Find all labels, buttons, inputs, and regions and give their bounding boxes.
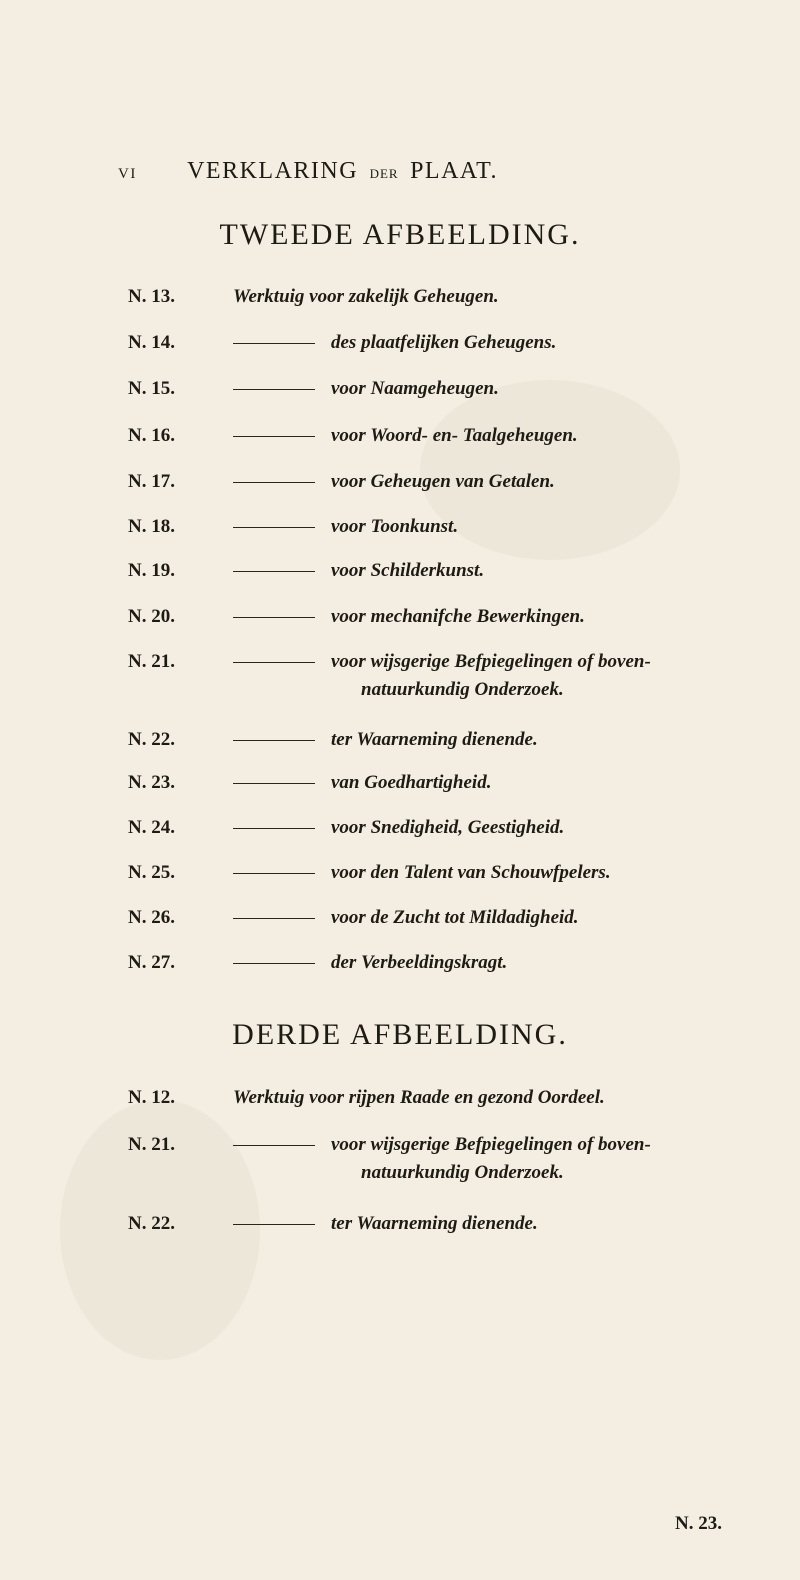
ditto-dash (233, 571, 315, 572)
list-item (128, 859, 788, 887)
entry-text: van Goedhartigheid. (331, 772, 492, 793)
entry-number: N. 21. (128, 1134, 175, 1155)
entry-number: N. 23. (128, 772, 175, 793)
entry-number: N. 17. (128, 471, 175, 492)
section-title-derde: DERDE AFBEELDING. (232, 1018, 568, 1051)
ditto-dash (233, 343, 315, 344)
page-number: VI (118, 166, 137, 182)
list-item (128, 513, 788, 541)
entry-text: voor Naamgeheugen. (331, 378, 499, 399)
entry-number: N. 14. (128, 332, 175, 353)
running-title-article: DER (369, 166, 399, 181)
entry-text: ter Waarneming dienende. (331, 729, 538, 750)
list-item (128, 1210, 788, 1238)
list-item (128, 1131, 788, 1187)
entry-number: N. 22. (128, 1213, 175, 1234)
ditto-dash (233, 1145, 315, 1146)
ditto-dash (233, 783, 315, 784)
list-item (128, 949, 788, 977)
ditto-dash (233, 828, 315, 829)
ditto-dash (233, 436, 315, 437)
entry-text: voor Snedigheid, Geestigheid. (331, 817, 565, 838)
entry-number: N. 25. (128, 862, 175, 883)
list-item (128, 557, 788, 585)
list-item (128, 329, 788, 357)
list-item (128, 375, 788, 403)
list-item (128, 603, 788, 631)
entry-text: voor wijsgerige Befpiegelingen of boven- (331, 1134, 651, 1155)
entry-text: ter Waarneming dienende. (331, 1213, 538, 1234)
section-title-tweede: TWEEDE AFBEELDING. (219, 218, 581, 251)
list-item (128, 1084, 788, 1112)
entry-continuation: natuurkundig Onderzoek. (361, 1162, 564, 1183)
entry-number: N. 16. (128, 425, 175, 446)
running-title-main: VERKLARING (187, 158, 359, 184)
ditto-dash (233, 740, 315, 741)
list-item (128, 283, 788, 311)
list-item (128, 422, 788, 450)
entry-text: voor Schilderkunst. (331, 560, 485, 581)
entry-continuation: natuurkundig Onderzoek. (361, 679, 564, 700)
entry-text: der Verbeeldingskragt. (331, 952, 508, 973)
entry-text: voor mechanifche Bewerkingen. (331, 606, 585, 627)
entry-text: des plaatfelijken Geheugens. (331, 332, 557, 353)
entry-text: voor wijsgerige Befpiegelingen of boven- (331, 651, 651, 672)
list-item (128, 468, 788, 496)
list-item (128, 904, 788, 932)
ditto-dash (233, 482, 315, 483)
entry-number: N. 15. (128, 378, 175, 399)
running-head (118, 158, 678, 185)
entry-text: voor Geheugen van Getalen. (331, 471, 555, 492)
ditto-dash (233, 1224, 315, 1225)
entry-number: N. 19. (128, 560, 175, 581)
entry-number: N. 27. (128, 952, 175, 973)
entry-text: voor de Zucht tot Mildadigheid. (331, 907, 579, 928)
entry-text: voor Woord- en- Taalgeheugen. (331, 425, 578, 446)
entry-text: voor Toonkunst. (331, 516, 459, 537)
entry-text: Werktuig voor rijpen Raade en gezond Oordeel. (233, 1087, 605, 1108)
catchword: N. 23. (675, 1513, 722, 1534)
entry-number: N. 26. (128, 907, 175, 928)
entry-number: N. 12. (128, 1087, 175, 1108)
entry-number: N. 24. (128, 817, 175, 838)
entry-number: N. 18. (128, 516, 175, 537)
entry-number: N. 20. (128, 606, 175, 627)
entry-text: Werktuig voor zakelijk Geheugen. (233, 286, 499, 307)
entry-number: N. 21. (128, 651, 175, 672)
ditto-dash (233, 662, 315, 663)
ditto-dash (233, 389, 315, 390)
list-item (128, 648, 788, 704)
ditto-dash (233, 617, 315, 618)
ditto-dash (233, 527, 315, 528)
list-item (128, 769, 788, 797)
entry-number: N. 13. (128, 286, 175, 307)
running-title-end: PLAAT. (410, 158, 498, 184)
entry-number: N. 22. (128, 729, 175, 750)
ditto-dash (233, 873, 315, 874)
list-item (128, 726, 788, 754)
entry-text: voor den Talent van Schouwfpelers. (331, 862, 611, 883)
ditto-dash (233, 918, 315, 919)
ditto-dash (233, 963, 315, 964)
list-item (128, 814, 788, 842)
